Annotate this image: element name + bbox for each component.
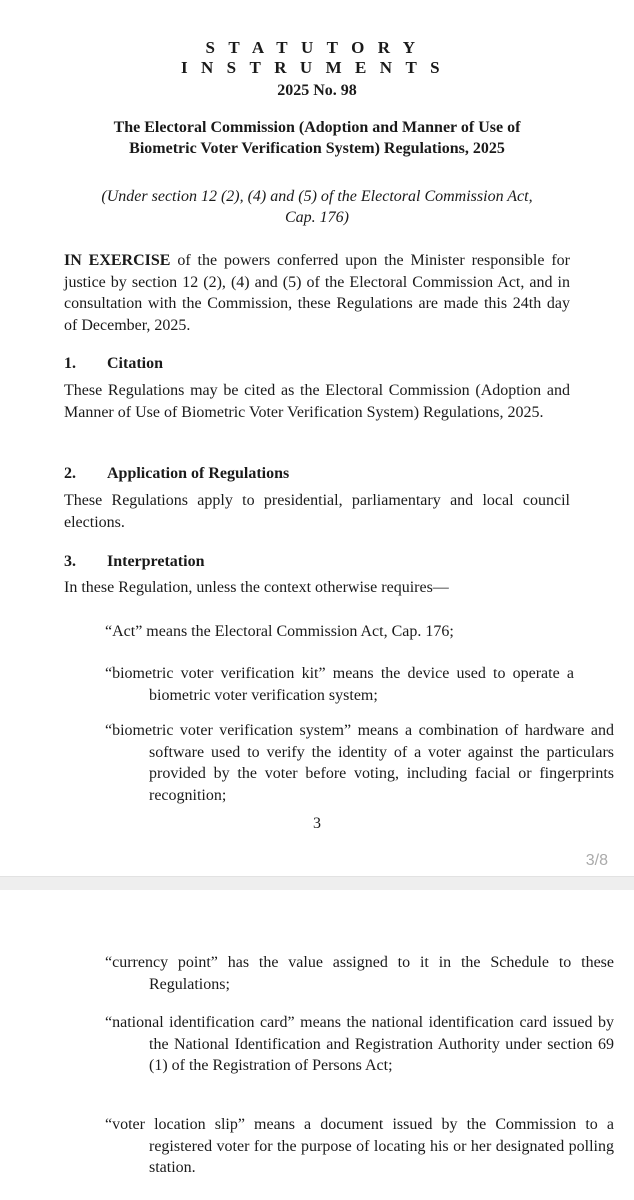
section-text-application: These Regulations apply to presidential, parliamentary and local council elections. — [64, 492, 570, 531]
definition-item: “biometric voter verification kit” means the device used to operate a biometric voter verification system; — [105, 665, 574, 704]
section-number: 2. — [64, 465, 76, 482]
document-page-4 — [0, 890, 634, 1200]
enabling-provision — [64, 186, 570, 228]
section-title: Interpretation — [107, 553, 205, 570]
section-text-citation: These Regulations may be cited as the Electoral Commission (Adoption and Manner of Use of Biometric Voter Verification System) Regulations, 2025. — [64, 382, 570, 421]
section-heading-interpretation — [64, 553, 570, 571]
regulation-number: 2025 No. 98 — [277, 82, 357, 99]
section-text-interpretation: In these Regulation, unless the context otherwise requires— — [64, 579, 449, 596]
section-heading-application — [64, 465, 570, 483]
page-number: 3 — [313, 815, 321, 832]
enacting-paragraph — [64, 250, 570, 336]
definition-item: “biometric voter verification system” means a combination of hardware and software used to verify the identity of a voter against the particulars provided by the voter before voting, including facial or fingerprints recognition; — [105, 722, 614, 804]
page-separator — [0, 876, 634, 891]
enabling-provision-line-1: (Under section 12 (2), (4) and (5) of the Electoral Commission Act, — [101, 188, 533, 205]
section-number: 1. — [64, 355, 76, 372]
section-heading-citation — [64, 355, 570, 373]
regulation-title — [64, 117, 570, 159]
section-number: 3. — [64, 553, 76, 570]
definition-item: “Act” means the Electoral Commission Act, Cap. 176; — [105, 623, 454, 640]
enabling-provision-line-2: Cap. 176) — [285, 209, 349, 226]
page-indicator: 3/8 — [585, 852, 608, 869]
definition-item: “voter location slip” means a document issued by the Commission to a registered voter for the purpose of locating his or her designated polling station. — [105, 1116, 614, 1176]
definition-item: “national identification card” means the national identification card issued by the National Identification and Registration Authority under section 69 (1) of the Registration of Persons Act; — [105, 1014, 614, 1074]
regulation-title-line-1: The Electoral Commission (Adoption and Manner of Use of — [113, 119, 521, 136]
section-title: Citation — [107, 355, 163, 372]
section-title: Application of Regulations — [107, 465, 290, 482]
enacting-text: of the powers conferred upon the Minister responsible for justice by section 12 (2), (4) and (5) of the Electoral Commission Act, and in consultation with the Commission, these Regulations are made this 24th day of December, 2025. — [64, 252, 571, 334]
regulation-title-line-2: Biometric Voter Verification System) Regulations, 2025 — [129, 140, 505, 157]
instrument-header: STATUTORY INSTRUMENTS — [180, 38, 454, 77]
enacting-lead: IN EXERCISE — [64, 252, 171, 269]
definition-item: “currency point” has the value assigned to it in the Schedule to these Regulations; — [105, 954, 614, 993]
